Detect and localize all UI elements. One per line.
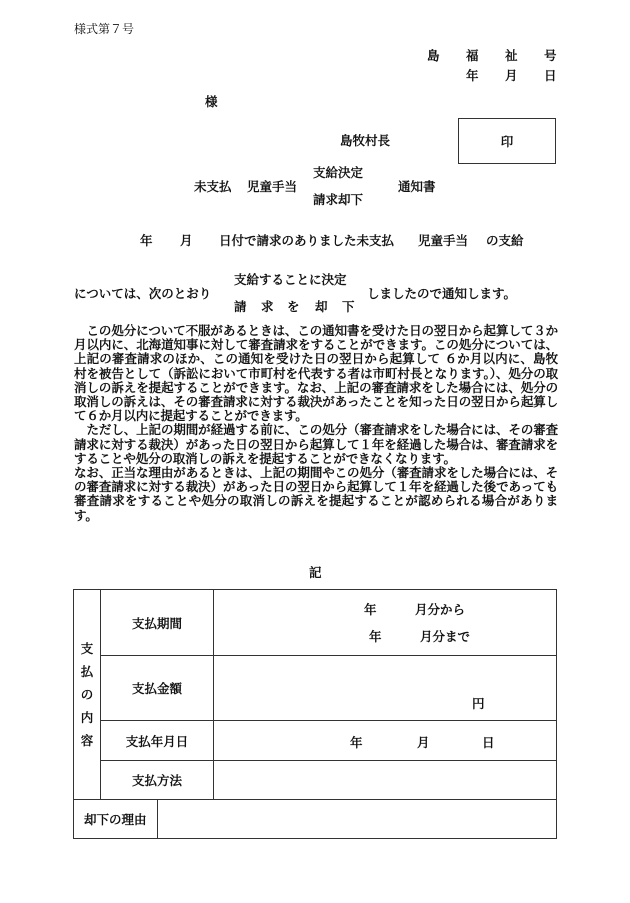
payment-date-month: 月	[417, 735, 430, 750]
intro-text-end: の支給	[486, 233, 524, 248]
appeal-paragraph-3: なお、正当な理由があるときは、上記の期間やこの処分（審査請求をした場合には、その審査請求に対する裁決）があった日の翌日から起算して１年を経過した後であっても審査請求をすることや処分の取消しの訴えを提起することが認められる場合があります。	[74, 465, 558, 523]
payment-method-field[interactable]	[214, 761, 557, 800]
intro-line2-suffix: しましたので通知します。	[367, 286, 517, 301]
period-from-year: 年	[364, 602, 377, 617]
issue-month-label: 月	[505, 68, 518, 83]
reference-shi-char: 祉	[505, 48, 518, 63]
payment-method-label: 支払方法	[101, 761, 214, 800]
payment-amount-label: 支払金額	[101, 656, 214, 721]
period-row	[74, 590, 557, 656]
intro-option-reject-char-5: 下	[342, 299, 355, 314]
intro-option-reject-char-3: を	[287, 299, 300, 314]
title-option-approve: 支給決定	[313, 165, 364, 180]
amount-row	[74, 656, 557, 721]
side-label-char: 内	[80, 710, 94, 725]
payment-details-table	[73, 589, 557, 839]
rejection-reason-label: 却下の理由	[74, 800, 158, 839]
intro-line2-prefix: については、次のとおり	[74, 286, 212, 301]
form-number: 様式第７号	[74, 22, 135, 36]
intro-text: 日付で請求のありました未支払	[219, 233, 395, 248]
intro-option-approve: 支給することに決定	[234, 272, 347, 287]
seal-box	[458, 118, 556, 164]
reference-number-char: 号	[544, 48, 557, 63]
title-suffix: 通知書	[398, 179, 436, 194]
payment-date-day: 日	[482, 735, 495, 750]
appeal-notice-text	[74, 324, 558, 523]
title-allowance: 児童手当	[247, 179, 298, 194]
payment-date-row	[74, 721, 557, 761]
issue-day-label: 日	[544, 68, 557, 83]
seal-label: 印	[500, 134, 514, 149]
intro-option-reject-char-2: 求	[261, 299, 274, 314]
reference-fuku-char: 福	[466, 48, 479, 63]
intro-allowance: 児童手当	[418, 233, 469, 248]
payment-date-field[interactable]	[214, 721, 557, 761]
appeal-paragraph-1: この処分について不服があるときは、この通知書を受けた日の翌日から起算して３か月以内に、北海道知事に対して審査請求をすることができます。この処分については、上記の審査請求のほか、この通知を受けた日の翌日から起算して ６か月以内に、島牧村を被告として（訴訟において市町村を代表する者は市町村長となります。）、処分の取消しの訴えを提起することができます。なお、上記の審査請求をした場合には、処分の取消しの訴えは、その審査請求に対する裁決があったことを知った日の翌日から起算して６か月以内に提起することができます。	[74, 323, 558, 424]
record-heading: 記	[309, 565, 322, 580]
side-label-char: の	[80, 687, 94, 702]
title-prefix: 未支払	[194, 179, 232, 194]
period-to-year: 年	[369, 629, 382, 644]
title-option-reject: 請求却下	[313, 192, 364, 207]
appeal-paragraph-2: ただし、上記の期間が経過する前に、この処分（審査請求をした場合には、その審査請求に対する裁決）があった日の翌日から起算して１年を経過した場合は、審査請求をすることや処分の取消しの訴えを提起することができなくなります。	[74, 422, 558, 466]
payment-date-year: 年	[350, 735, 363, 750]
payment-method-row	[74, 761, 557, 800]
side-label-char: 支	[80, 641, 94, 656]
period-from-month: 月分から	[415, 602, 466, 617]
payment-period-label: 支払期間	[101, 590, 214, 656]
payment-amount-field[interactable]	[214, 656, 557, 721]
reference-island-char: 島	[427, 48, 440, 63]
side-label-char: 払	[80, 664, 94, 679]
amount-unit: 円	[472, 696, 485, 711]
intro-option-reject-char-1: 請	[234, 299, 247, 314]
intro-month: 月	[180, 233, 193, 248]
addressee-suffix: 様	[205, 94, 218, 109]
sender-name: 島牧村長	[340, 133, 391, 148]
rejection-reason-row	[74, 800, 557, 839]
payment-date-label: 支払年月日	[101, 721, 214, 761]
intro-year: 年	[140, 233, 153, 248]
side-label-char: 容	[80, 733, 94, 748]
period-to-month: 月分まで	[420, 629, 471, 644]
intro-option-reject-char-4: 却	[315, 299, 328, 314]
payment-period-field[interactable]	[214, 590, 557, 656]
issue-year-label: 年	[466, 68, 479, 83]
rejection-reason-field[interactable]	[157, 800, 557, 839]
payment-contents-side-label	[74, 590, 101, 800]
